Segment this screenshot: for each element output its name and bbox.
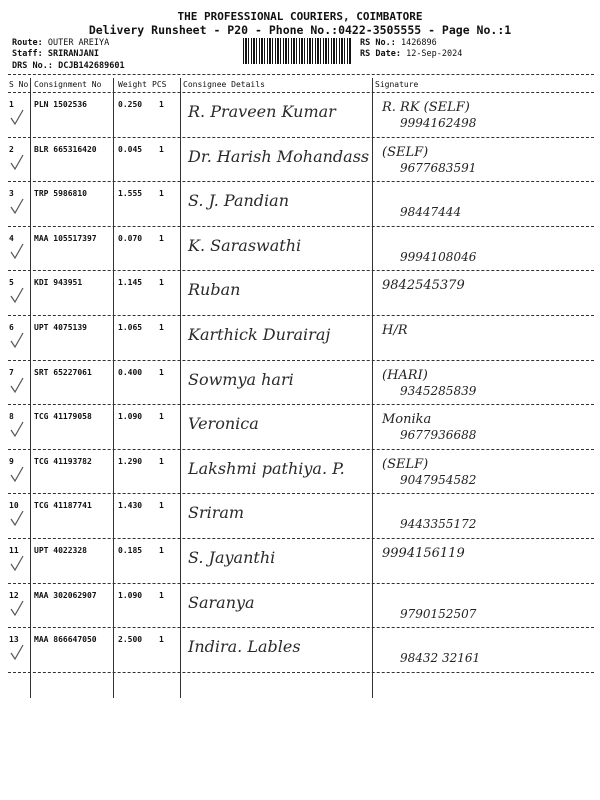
weight-value: 1.145 [118,278,143,288]
staff-value: SRIRANJANI [47,49,100,59]
consignment-number: MAA 105517397 [34,233,97,243]
pieces-count: 1 [159,144,164,154]
col-header-consignment: Consignment No [34,80,102,89]
pieces-count: 1 [159,233,164,243]
consignee-name: Veronica [188,414,259,434]
consignment-number: UPT 4022328 [34,546,87,555]
row-divider [8,538,594,539]
row-serial-number: 9 [9,456,14,466]
weight-value: 0.070 [118,233,143,243]
row-serial-number: 2 [9,144,14,154]
signature-phone: 9443355172 [400,517,477,532]
col-header-sno: S No [9,80,29,89]
pieces-count: 1 [159,501,164,511]
row-serial-number: 10 [9,501,19,511]
signature-text: (SELF) [382,456,429,472]
company-title: THE PROFESSIONAL COURIERS, COIMBATORE [177,10,423,23]
pieces-count: 1 [159,590,164,600]
consignee-name: Karthick Durairaj [188,325,331,344]
weight-value: 2.500 [118,635,143,645]
row-serial-number: 4 [9,233,14,243]
consignment-number: UPT 4075139 [34,323,87,332]
rs-value: 1426896 [400,38,437,48]
row-serial-number: 13 [9,635,19,645]
consignment-number: BLR 665316420 [34,144,97,154]
weight-value: 0.185 [118,546,143,555]
weight-value: 1.430 [118,501,143,511]
consignee-name: S. Jayanthi [188,548,276,567]
runsheet-subtitle: Delivery Runsheet - P20 - Phone No.:0422-3505555 - Page No.:1 [88,23,512,37]
consignee-name: R. Praveen Kumar [188,102,336,121]
signature-phone: 9345285839 [400,383,477,398]
row-divider [8,493,594,494]
row-divider [8,270,594,271]
consignment-number: MAA 866647050 [34,635,97,645]
table-row [0,228,600,272]
row-serial-number: 1 [9,100,14,109]
checkmark-icon [10,420,24,438]
table-row [0,451,600,495]
signature-phone: 9677936688 [400,428,477,443]
table-row [0,362,600,406]
pieces-count: 1 [159,323,164,332]
row-serial-number: 7 [9,367,14,377]
rs-date-info [360,49,462,59]
checkmark-icon [10,376,24,394]
row-divider [8,449,594,450]
checkmark-icon [10,242,24,260]
col-header-pcs: PCS [152,80,167,89]
staff-info [12,49,99,59]
consignee-name: Indira. Lables [188,637,301,657]
consignee-name: Ruban [188,280,241,300]
col-header-weight: Weight [118,80,147,89]
pieces-count: 1 [159,189,164,199]
consignee-name: K. Saraswathi [188,235,302,255]
consignment-number: TRP 5986810 [34,189,87,199]
row-divider [8,226,594,227]
table-row [0,495,600,539]
table-row [0,94,600,138]
consignment-number: TCG 41179058 [34,412,92,422]
weight-value: 1.290 [118,456,143,466]
weight-value: 1.065 [118,323,143,332]
table-row [0,183,600,227]
row-serial-number: 8 [9,412,14,422]
signature-text: (HARI) [382,367,428,383]
signature-phone: 98447444 [400,205,462,220]
consignee-name: S. J. Pandian [188,191,289,211]
weight-value: 1.555 [118,189,143,199]
table-row [0,540,600,584]
consignment-number: SRT 65227061 [34,367,92,377]
table-row [0,406,600,450]
checkmark-icon [10,108,24,126]
pieces-count: 1 [159,100,164,109]
route-value: OUTER AREIYA [47,38,110,48]
column-header-divider [8,92,594,93]
barcode [243,38,351,64]
row-divider [8,360,594,361]
row-divider [8,315,594,316]
signature-text: (SELF) [382,144,429,160]
checkmark-icon [10,197,24,215]
checkmark-icon [10,153,24,171]
pieces-count: 1 [159,635,164,645]
pieces-count: 1 [159,367,164,377]
consignee-name: Sowmya hari [188,369,294,389]
row-serial-number: 6 [9,323,14,332]
row-serial-number: 12 [9,590,19,600]
checkmark-icon [10,599,24,617]
rs-date-value: 12-Sep-2024 [406,49,463,59]
consignment-number: KDI 943951 [34,278,83,288]
consignee-name: Lakshmi pathiya. P. [188,458,345,478]
route-info [12,38,109,48]
consignment-number: TCG 41193782 [34,456,92,466]
weight-value: 1.090 [118,412,143,422]
consignee-name: Sriram [188,503,245,523]
table-row [0,585,600,629]
signature-phone: 9994162498 [400,116,477,130]
signature-text: H/R [382,323,408,338]
row-divider [8,627,594,628]
signature-text: R. RK (SELF) [382,100,470,115]
signature-phone: 98432 32161 [400,651,481,666]
drs-label: DRS No.: [12,61,53,71]
signature-phone: 9994108046 [400,249,477,264]
header-divider [8,74,594,75]
checkmark-icon [10,331,24,349]
row-serial-number: 11 [9,546,19,555]
row-serial-number: 3 [9,189,14,199]
consignment-number: PLN 1502536 [34,100,87,109]
table-row [0,272,600,316]
weight-value: 0.250 [118,100,143,109]
col-header-consignee: Consignee Details [183,80,265,89]
table-row [0,139,600,183]
row-divider [8,583,594,584]
row-divider [8,137,594,138]
signature-phone: 9790152507 [400,606,477,621]
signature-text: 9994156119 [382,546,465,561]
pieces-count: 1 [159,456,164,466]
consignment-number: MAA 302062907 [34,590,97,600]
route-label: Route: [12,38,43,48]
rs-label: RS No.: [360,38,396,48]
rs-date-label: RS Date: [360,49,401,59]
signature-phone: 9047954582 [400,472,477,487]
staff-label: Staff: [12,49,43,59]
table-row [0,317,600,361]
table-row [0,629,600,673]
checkmark-icon [10,643,24,661]
checkmark-icon [10,286,24,304]
row-divider [8,672,594,673]
drs-info [12,61,125,71]
weight-value: 0.045 [118,144,143,154]
row-serial-number: 5 [9,278,14,288]
col-header-signature: Signature [375,80,419,89]
checkmark-icon [10,465,24,483]
signature-phone: 9677683591 [400,160,477,175]
consignee-name: Dr. Harish Mohandass [188,146,370,166]
row-divider [8,404,594,405]
drs-value: DCJB142689601 [58,61,125,71]
signature-text: 9842545379 [382,278,465,294]
checkmark-icon [10,554,24,572]
weight-value: 1.090 [118,590,143,600]
pieces-count: 1 [159,546,164,555]
weight-value: 0.400 [118,367,143,377]
consignee-name: Saranya [188,592,255,612]
row-divider [8,181,594,182]
consignment-number: TCG 41187741 [34,501,92,511]
pieces-count: 1 [159,278,164,288]
checkmark-icon [10,509,24,527]
pieces-count: 1 [159,412,164,422]
signature-text: Monika [382,412,432,428]
rs-number-info [360,38,437,48]
